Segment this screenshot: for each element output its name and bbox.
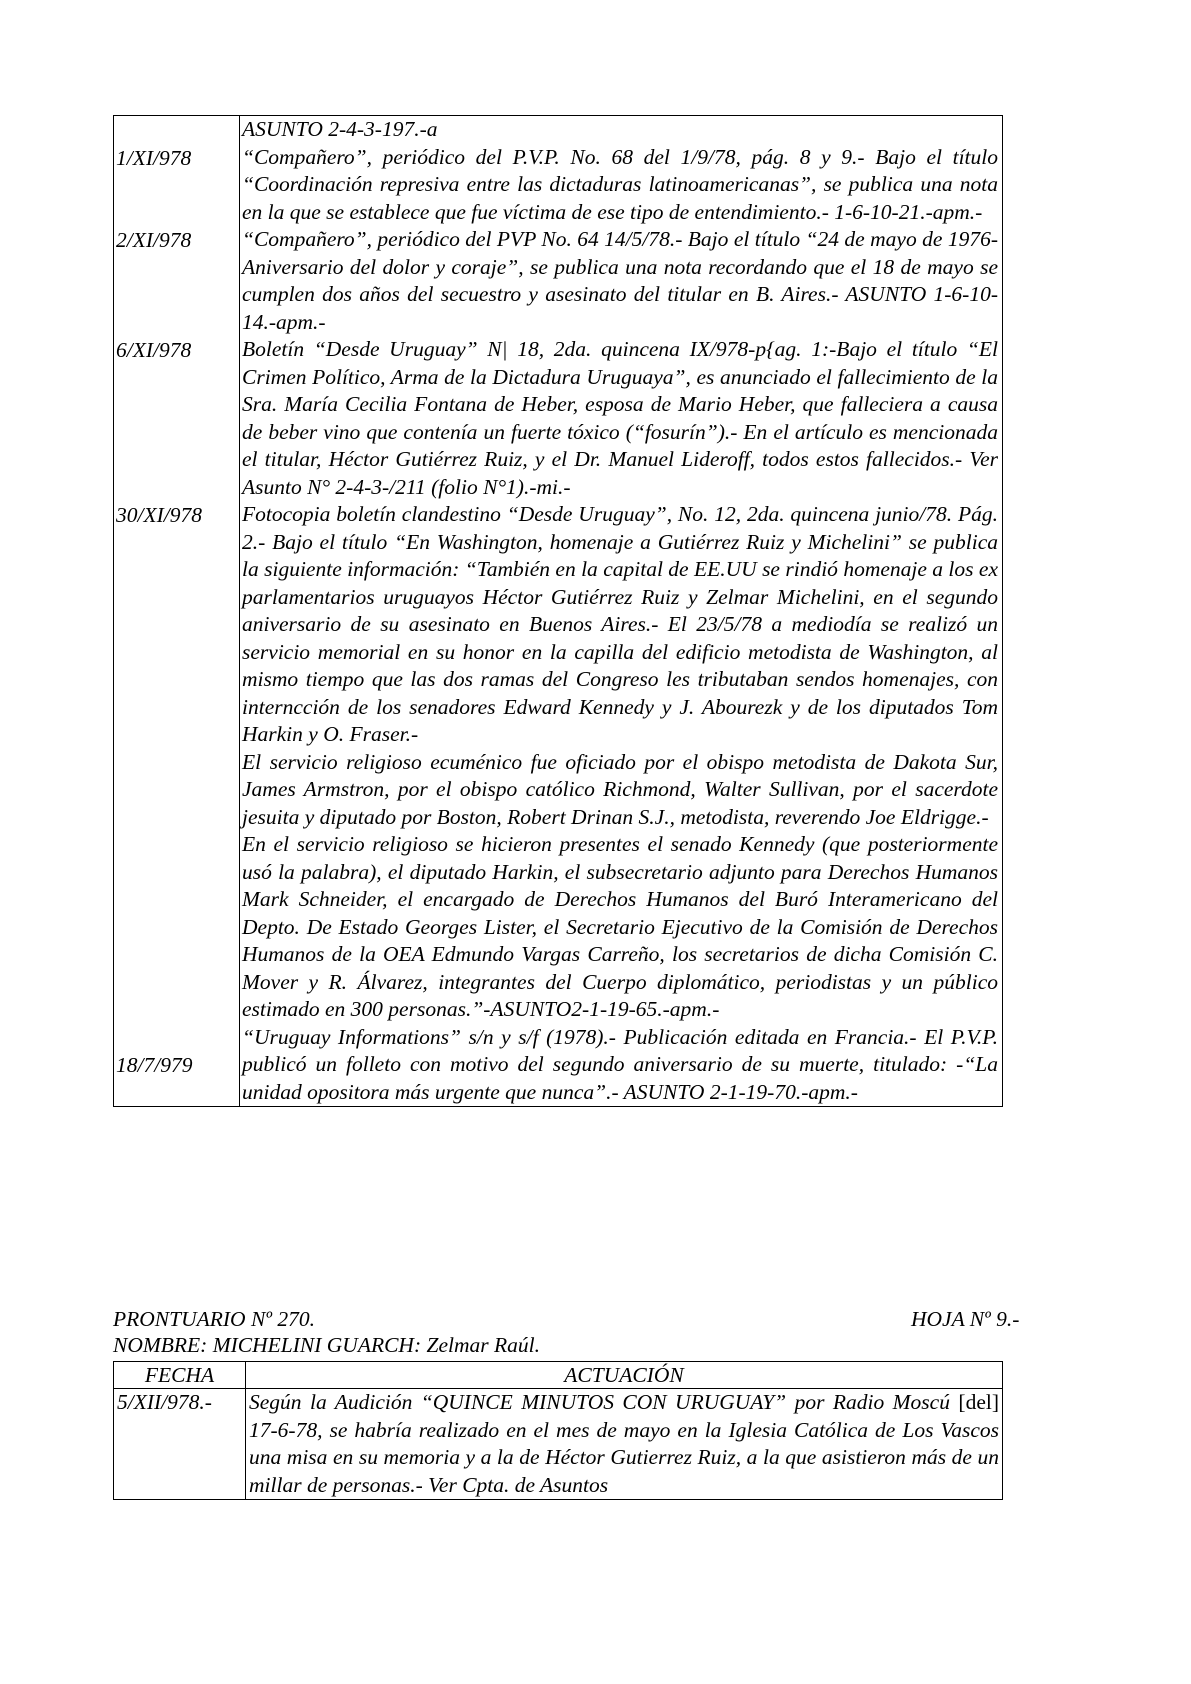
row-date: 18/7/979: [114, 1024, 240, 1107]
row-paragraph: Boletín “Desde Uruguay” N| 18, 2da. quincena IX/978-p{ag. 1:-Bajo el título “El Crimen Político, Arma de la Dictadura Uruguaya”, es anunciado el fallecimiento de la Sra. María Cecilia Fontana de Heber, esposa de Mario Heber, que falleciera a causa de beber vino que contenía un fuerte tóxico (“fosurín”).- En el artículo es mencionada el titular, Héctor Gutiérrez Ruiz, y el Dr. Manuel Lideroff, todos estos fallecidos.- Ver Asunto N° 2-4-3-/211 (folio N°1).-mi.-: [242, 337, 998, 499]
hoja-number: HOJA Nº 9.-: [911, 1307, 1020, 1331]
table-row: [114, 501, 1003, 1024]
nombre-line: NOMBRE: MICHELINI GUARCH: Zelmar Raúl.: [113, 1333, 540, 1357]
column-header-fecha: FECHA: [114, 1362, 246, 1389]
row-date: 1/XI/978: [114, 144, 240, 227]
row-paragraph: El servicio religioso ecuménico fue oficiado por el obispo metodista de Dakota Sur, James Armstron, por el obispo católico Richmond, Walter Sullivan, por el sacerdote jesuita y diputado por Boston, Robert Drinan S.J., metodista, reverendo Joe Eldrigge.-: [242, 749, 998, 829]
editorial-insertion: [del]: [958, 1390, 999, 1414]
row-text: [240, 226, 1003, 336]
table-row: [114, 336, 1003, 501]
table-row: [114, 144, 1003, 227]
row-paragraph: “Uruguay Informations” s/n y s/f (1978).- Publicación editada en Francia.- El P.V.P. publicó un folleto con motivo del segundo aniversario de su muerte, titulado: -“La unidad opositora más urgente que nunca”.- ASUNTO 2-1-19-70.-apm.-: [242, 1024, 998, 1104]
row-text: [240, 501, 1003, 1024]
row-date: 6/XI/978: [114, 336, 240, 501]
row-date: 30/XI/978: [114, 501, 240, 1024]
row-paragraph: “Compañero”, periódico del P.V.P. No. 68 del 1/9/78, pág. 8 y 9.- Bajo el título “Coordinación represiva entre las dictaduras latinoamericanas”, se publica una nota en la que se establece que fue víctima de ese tipo de entendimiento.- 1-6-10-21.-apm.-: [242, 144, 998, 224]
row-paragraph: ASUNTO 2-4-3-197.-a: [242, 117, 438, 141]
row-date: 2/XI/978: [114, 226, 240, 336]
row-text-part: 17-6-78, se habría realizado en el mes de mayo en la Iglesia Católica de Los Vascos una misa en su memoria y a la de Héctor Gutierrez Ruiz, a la que asistieron más de un millar de personas.- Ver Cpta. de Asuntos: [249, 1417, 999, 1497]
row-date: 5/XII/978.-: [114, 1389, 246, 1500]
table-row: [114, 1389, 1003, 1500]
row-paragraph: Fotocopia boletín clandestino “Desde Uruguay”, No. 12, 2da. quincena junio/78. Pág. 2.- Bajo el título “En Washington, homenaje a Gutiérrez Ruiz y Michelini” se publica la siguiente información: “También en la capital de EE.UU se rindió homenaje a los ex parlamentarios uruguayos Héctor Gutiérrez Ruiz y Zelmar Michelini, en el segundo aniversario de su asesinato en Buenos Aires.- El 23/5/78 a mediodía se realizó un servicio memorial en su honor en la capilla del edificio metodista de Washington, al mismo tiempo que las dos ramas del Congreso les tributaban sendos homenajes, con interncción de los senadores Edward Kennedy y J. Abourezk y de los diputados Tom Harkin y O. Fraser.-: [242, 502, 998, 746]
table-header-row: [114, 1362, 1003, 1389]
table-row: [114, 116, 1003, 144]
row-text: [246, 1389, 1003, 1500]
row-paragraph: “Compañero”, periódico del PVP No. 64 14/5/78.- Bajo el título “24 de mayo de 1976-Aniversario del dolor y coraje”, se publica una nota recordando que el 18 de mayo se cumplen dos años del secuestro y asesinato del titular en B. Aires.- ASUNTO 1-6-10-14.-apm.-: [242, 227, 998, 334]
prontuario-number: PRONTUARIO Nº 270.: [113, 1307, 315, 1331]
row-text: [240, 1024, 1003, 1107]
actuaciones-table-continuation: [113, 115, 1003, 1107]
column-header-actuacion: ACTUACIÓN: [246, 1362, 1003, 1389]
row-text-part: Según la Audición “QUINCE MINUTOS CON URUGUAY” por Radio Moscú: [249, 1390, 959, 1414]
row-date: [114, 116, 240, 144]
actuaciones-table: [113, 1361, 1003, 1500]
row-text: [240, 336, 1003, 501]
table-row: [114, 1024, 1003, 1107]
row-text: [240, 144, 1003, 227]
table-row: [114, 226, 1003, 336]
row-paragraph: En el servicio religioso se hicieron presentes el senado Kennedy (que posteriormente usó la palabra), el diputado Harkin, el subsecretario adjunto para Derechos Humanos Mark Schneider, el encargado de Derechos Humanos del Buró Interamericano del Depto. De Estado Georges Lister, el Secretario Ejecutivo de la Comisión de Derechos Humanos de la OEA Edmundo Vargas Carreño, los secretarios de dicha Comisión C. Mover y R. Álvarez, integrantes del Cuerpo diplomático, periodistas y un público estimado en 300 personas.”-ASUNTO2-1-19-65.-apm.-: [242, 832, 998, 1021]
row-text: [240, 116, 1003, 144]
